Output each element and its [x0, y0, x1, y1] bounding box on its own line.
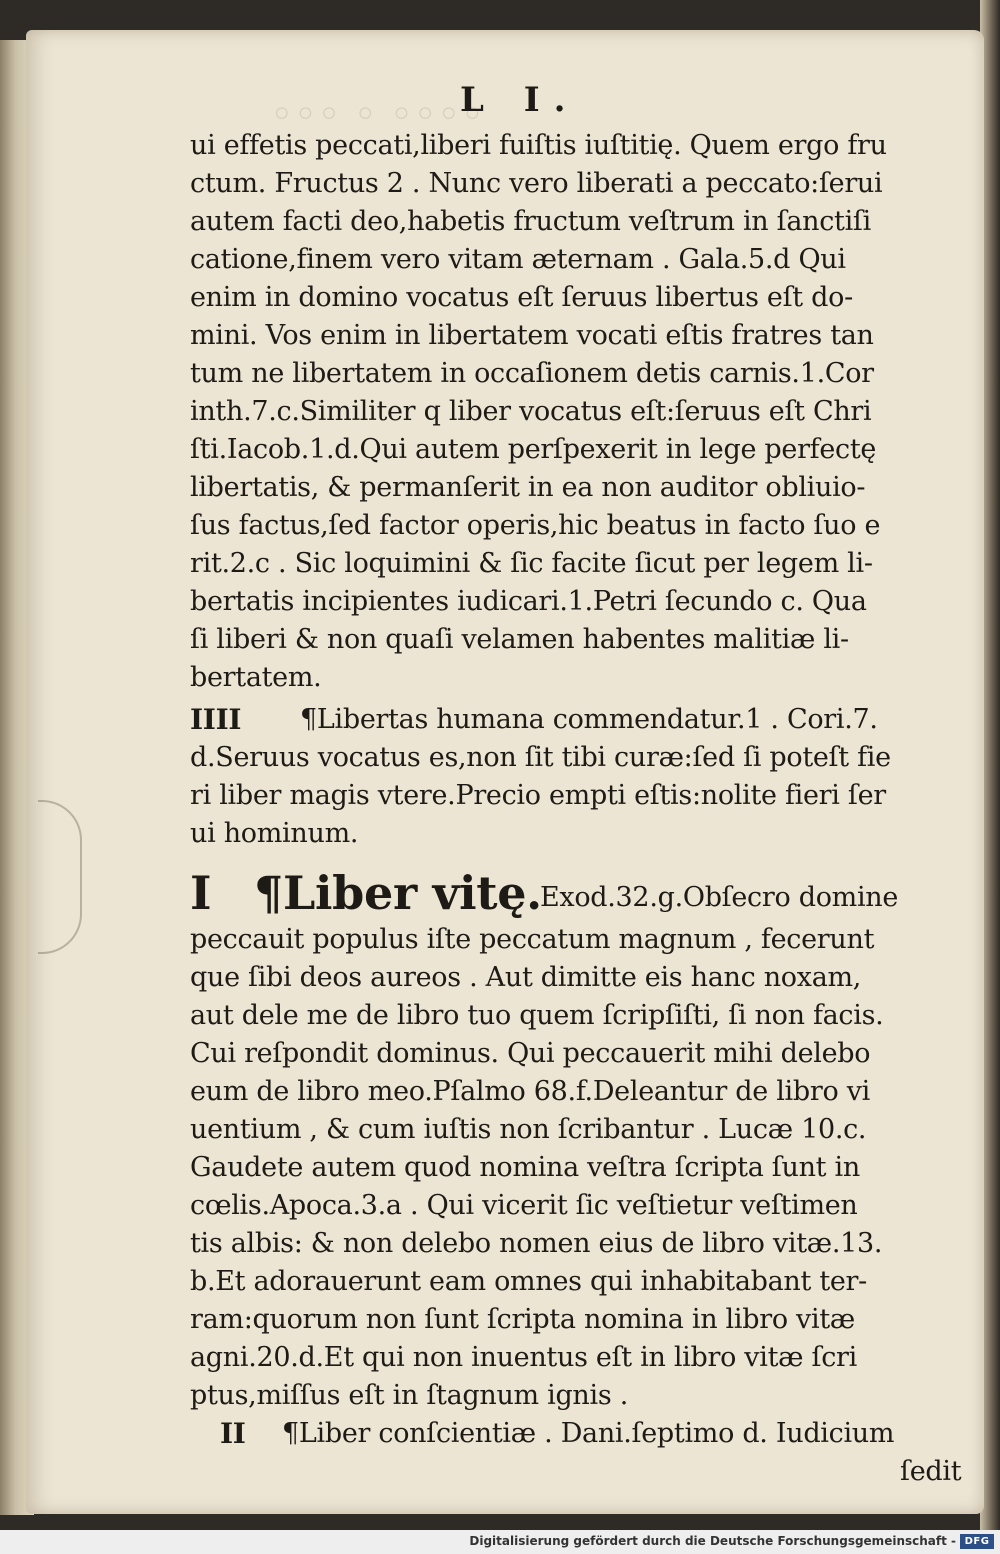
text-line: que ſibi deos aureos . Aut dimitte eis hanc noxam,: [190, 962, 862, 993]
text-line: agni.20.d.Et qui non inuentus eſt in libro vitæ ſcri: [190, 1342, 857, 1373]
text-line: Exod.32.g.Obſecro domine: [540, 882, 899, 913]
text-line: d.Seruus vocatus es,non ſit tibi curæ:ſed ſi poteſt fie: [190, 742, 891, 773]
text-line: autem facti deo,habetis fructum veſtrum in ſanctiſi: [190, 206, 871, 237]
text-line: tum ne libertatem in occaſionem detis carnis.1.Cor: [190, 358, 874, 389]
text-line: b.Et adorauerunt eam omnes qui inhabitabant ter-: [190, 1266, 867, 1297]
text-line: catione,finem vero vitam æternam . Gala.5.d Qui: [190, 244, 846, 275]
text-line: enim in domino vocatus eſt ſeruus libertus eſt do-: [190, 282, 853, 313]
text-line: libertatis, & permanſerit in ea non auditor obliuio-: [190, 472, 866, 503]
show-through-text: ◦◦◦ ◦ ◦◦◦◦: [270, 92, 485, 138]
text-line: ptus,miſſus eſt in ſtagnum ignis .: [190, 1380, 628, 1411]
text-line: Cui reſpondit dominus. Qui peccauerit mihi delebo: [190, 1038, 871, 1069]
text-line: bertatem.: [190, 662, 322, 693]
text-line: ſti.Iacob.1.d.Qui autem perſpexerit in lege perfectę: [190, 434, 877, 465]
catchword: ſedit: [900, 1456, 962, 1487]
text-line: eum de libro meo.Pſalmo 68.f.Deleantur de libro vi: [190, 1076, 871, 1107]
text-line: ui effetis peccati,liberi fuiſtis iuſtitię. Quem ergo fru: [190, 130, 887, 161]
marginal-numeral: IIII: [190, 703, 242, 736]
marginal-numeral: I: [190, 866, 212, 920]
text-line: ctum. Fructus 2 . Nunc vero liberati a peccato:ſerui: [190, 168, 883, 199]
text-line: cœlis.Apoca.3.a . Qui vicerit ſic veſtietur veſtimen: [190, 1190, 858, 1221]
text-line: ſus factus,ſed factor operis,hic beatus in facto ſuo e: [190, 510, 881, 541]
page-header: L I.: [460, 80, 580, 120]
text-line: tis albis: & non delebo nomen eius de libro vitæ.13.: [190, 1228, 883, 1259]
text-line: aut dele me de libro tuo quem ſcripſiſti, ſi non facis.: [190, 1000, 884, 1031]
text-line: inth.7.c.Similiter q liber vocatus eſt:ſeruus eſt Chri: [190, 396, 872, 427]
text-line: uentium , & cum iuſtis non ſcribantur . Lucæ 10.c.: [190, 1114, 867, 1145]
marginal-numeral: II: [220, 1417, 246, 1450]
dfg-logo-icon: DFG: [960, 1534, 994, 1549]
text-line: ſi liberi & non quaſi velamen habentes malitiæ li-: [190, 624, 849, 655]
digitization-footer: [0, 1530, 1000, 1554]
text-line: rit.2.c . Sic loquimini & ſic facite ſicut per legem li-: [190, 548, 873, 579]
clip-impression: [38, 800, 82, 954]
funding-credit: Digitalisierung gefördert durch die Deutsche Forschungsgemeinschaft -: [469, 1534, 956, 1548]
text-line: Gaudete autem quod nomina veſtra ſcripta ſunt in: [190, 1152, 860, 1183]
text-line: ram:quorum non ſunt ſcripta nomina in libro vitæ: [190, 1304, 855, 1335]
text-line: ¶Liber conſcientiæ . Dani.ſeptimo d. Iudicium: [282, 1418, 895, 1449]
text-line: ri liber magis vtere.Precio empti eſtis:nolite fieri ſer: [190, 780, 886, 811]
text-line: bertatis incipientes iudicari.1.Petri ſecundo c. Qua: [190, 586, 867, 617]
text-line: ui hominum.: [190, 818, 359, 849]
text-line: mini. Vos enim in libertatem vocati eſtis fratres tan: [190, 320, 874, 351]
text-line: peccauit populus iſte peccatum magnum , fecerunt: [190, 924, 875, 955]
section-heading: ¶Liber vitę.: [254, 866, 542, 920]
text-line: ¶Libertas humana commendatur.1 . Cori.7.: [300, 704, 878, 735]
